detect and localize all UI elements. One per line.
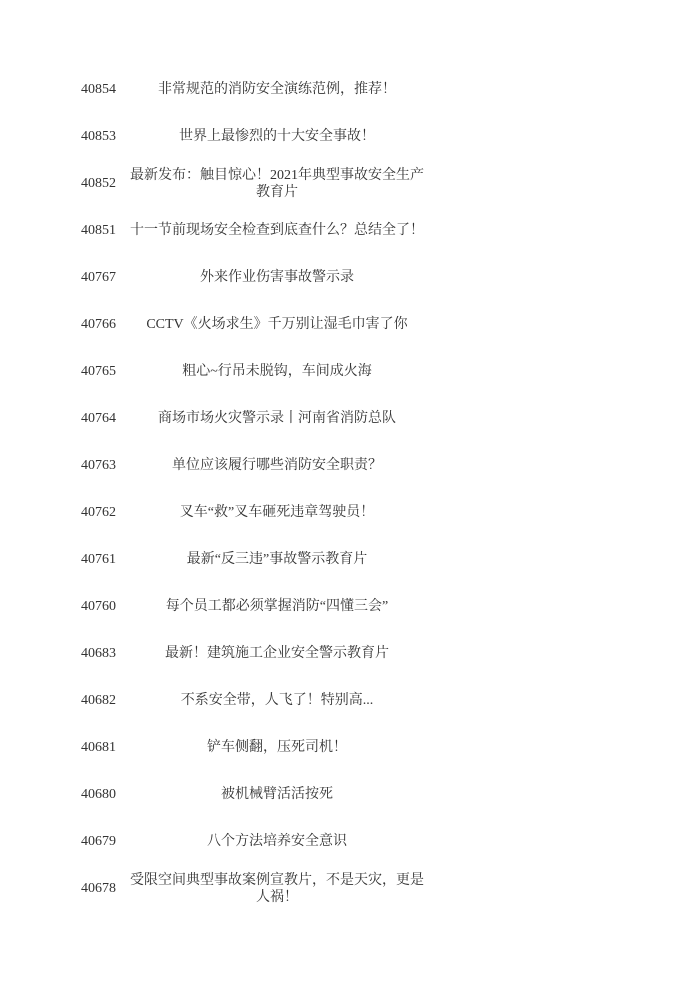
row-id: 40766 [81,316,116,332]
row-title: 十一节前现场安全检查到底查什么？总结全了！ [130,223,424,238]
row-id: 40761 [81,551,116,567]
row-id: 40678 [81,880,116,896]
table-row [81,113,700,160]
row-title: 非常规范的消防安全演练范例，推荐！ [158,82,396,97]
row-title: 最新“反三违”事故警示教育片 [186,552,368,567]
row-title: 八个方法培养安全意识 [207,834,347,849]
row-id: 40679 [81,833,116,849]
row-id: 40763 [81,457,116,473]
row-title: 最新发布：触目惊心！2021年典型事故安全生产教育片 [130,167,424,200]
row-title: 受限空间典型事故案例宣教片，不是天灾，更是人祸！ [130,872,424,905]
row-id: 40767 [81,269,116,285]
table-row [81,66,700,113]
table-row [81,677,700,724]
row-id: 40760 [81,598,116,614]
row-id: 40681 [81,739,116,755]
row-title: 最新！建筑施工企业安全警示教育片 [165,646,389,661]
row-title: 世界上最惨烈的十大安全事故！ [179,129,375,144]
row-id: 40680 [81,786,116,802]
row-id: 40683 [81,645,116,661]
row-title: 每个员工都必须掌握消防“四懂三会” [165,599,389,614]
table-row [81,395,700,442]
row-title: 不系安全带，人飞了！特别高... [180,693,374,708]
row-title: 外来作业伤害事故警示录 [200,270,354,285]
table-row [81,771,700,818]
row-id: 40762 [81,504,116,520]
row-title: 叉车“救”叉车砸死违章驾驶员！ [179,505,375,520]
table-row [81,348,700,395]
row-id: 40765 [81,363,116,379]
row-title: 被机械臂活活按死 [221,787,333,802]
table-row [81,301,700,348]
table-row [81,442,700,489]
row-id: 40854 [81,81,116,97]
row-title: 商场市场火灾警示录丨河南省消防总队 [158,411,396,426]
row-title: 单位应该履行哪些消防安全职责？ [172,458,382,473]
row-title: CCTV《火场求生》千万别让湿毛巾害了你 [146,317,408,332]
row-id: 40682 [81,692,116,708]
row-id: 40851 [81,222,116,238]
table-row [81,818,700,865]
table-row [81,865,700,912]
row-id: 40852 [81,175,116,191]
table-row [81,207,700,254]
row-title: 粗心~行吊未脱钩，车间成火海 [182,364,372,379]
table-row [81,160,700,207]
table-row [81,630,700,677]
table-row [81,489,700,536]
row-id: 40853 [81,128,116,144]
row-id: 40764 [81,410,116,426]
table-row [81,536,700,583]
table-row [81,724,700,771]
row-title: 铲车侧翻，压死司机！ [207,740,347,755]
table-row [81,254,700,301]
table-row [81,583,700,630]
